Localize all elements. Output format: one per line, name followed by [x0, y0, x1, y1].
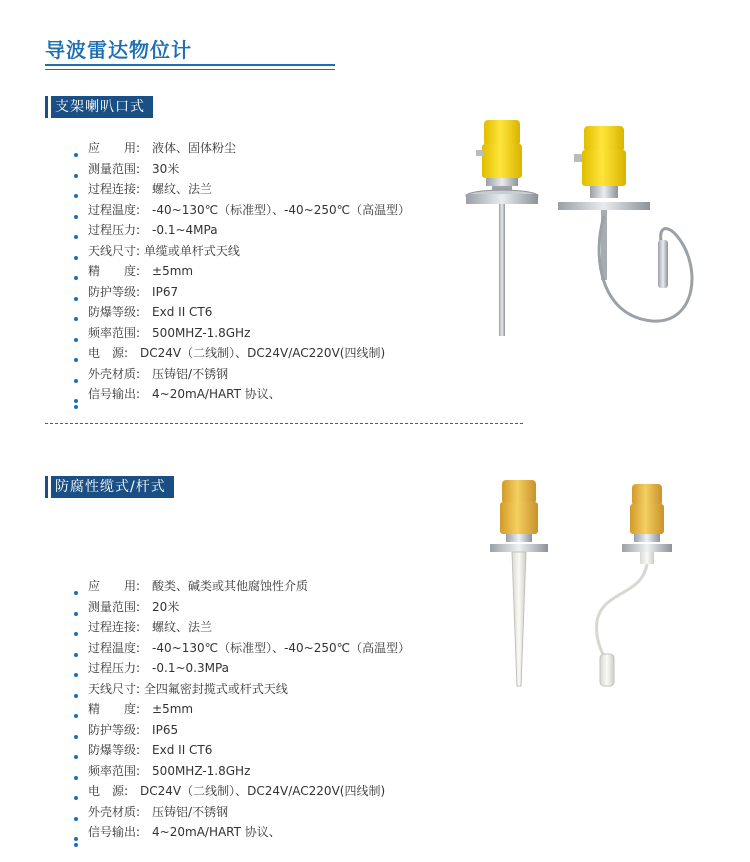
spec-list-2	[70, 576, 460, 843]
bullet-icon	[74, 194, 78, 198]
bullet-icon	[74, 399, 78, 403]
spec-row: 应 用: 酸类、碱类或其他腐蚀性介质	[70, 576, 460, 597]
title-underline	[45, 64, 335, 66]
spec-row: 防爆等级: Exd II CT6	[70, 302, 460, 323]
spec-row: 外壳材质: 压铸铝/不锈钢	[70, 364, 460, 385]
bullet-icon	[74, 755, 78, 759]
section-header-bar	[45, 96, 48, 118]
bullet-icon	[74, 235, 78, 239]
right-device-drawing	[558, 126, 692, 321]
bullet-icon	[74, 673, 78, 677]
section-header-bar	[45, 476, 48, 498]
spec-row: 防护等级: IP67	[70, 282, 460, 303]
bullet-icon	[74, 317, 78, 321]
bullet-icon	[74, 653, 78, 657]
section-title: 防腐性缆式/杆式	[51, 476, 174, 498]
spec-row: 测量范围: 20米	[70, 597, 460, 618]
bullet-icon	[74, 714, 78, 718]
title-underline-thin	[45, 69, 335, 70]
spec-row: 过程温度: -40~130℃（标准型）、-40~250℃（高温型）	[70, 638, 460, 659]
bullet-icon	[74, 174, 78, 178]
bullet-icon	[74, 338, 78, 342]
bullet-icon	[74, 817, 78, 821]
spec-row: 过程连接: 螺纹、法兰	[70, 179, 460, 200]
cable-device-drawing	[597, 484, 672, 686]
spec-row: 过程连接: 螺纹、法兰	[70, 617, 460, 638]
anticorrosion-radar-illustration	[482, 476, 682, 691]
spec-row: 过程压力: -0.1~4MPa	[70, 220, 460, 241]
spec-list-1	[70, 138, 460, 405]
page-title: 导波雷达物位计	[45, 38, 192, 62]
bullet-icon	[74, 358, 78, 362]
bullet-icon	[74, 256, 78, 260]
bullet-icon	[74, 405, 78, 409]
spec-row: 应 用: 液体、固体粉尘	[70, 138, 460, 159]
bullet-icon	[74, 735, 78, 739]
bullet-icon	[74, 297, 78, 301]
bullet-icon	[74, 215, 78, 219]
bullet-icon	[74, 591, 78, 595]
bullet-icon	[74, 276, 78, 280]
section-header-1	[45, 96, 153, 118]
spec-row: 测量范围: 30米	[70, 159, 460, 180]
bullet-icon	[74, 776, 78, 780]
bullet-icon	[74, 379, 78, 383]
bullet-icon	[74, 612, 78, 616]
rod-device-drawing	[490, 480, 548, 686]
horn-bracket-radar-illustration	[462, 116, 712, 356]
spec-row: 外壳材质: 压铸铝/不锈钢	[70, 802, 460, 823]
bullet-icon	[74, 843, 78, 847]
spec-row: 信号输出: 4~20mA/HART 协议、	[70, 822, 460, 843]
spec-row: 过程压力: -0.1~0.3MPa	[70, 658, 460, 679]
spec-row: 频率范围: 500MHZ-1.8GHz	[70, 761, 460, 782]
section-header-2	[45, 476, 174, 498]
spec-row: 精 度: ±5mm	[70, 699, 460, 720]
section-title: 支架喇叭口式	[51, 96, 153, 118]
spec-row: 频率范围: 500MHZ-1.8GHz	[70, 323, 460, 344]
spec-row: 信号输出: 4~20mA/HART 协议、	[70, 384, 460, 405]
bullet-icon	[74, 153, 78, 157]
spec-row: 精 度: ±5mm	[70, 261, 460, 282]
bullet-icon	[74, 796, 78, 800]
bullet-icon	[74, 632, 78, 636]
bullet-icon	[74, 694, 78, 698]
spec-row: 过程温度: -40~130℃（标准型）、-40~250℃（高温型）	[70, 200, 460, 221]
spec-row: 防爆等级: Exd II CT6	[70, 740, 460, 761]
spec-row: 天线尺寸: 全四氟密封揽式或杆式天线	[70, 679, 460, 700]
spec-row: 电 源: DC24V（二线制）、DC24V/AC220V(四线制)	[70, 781, 460, 802]
left-device-drawing	[466, 120, 538, 336]
section-divider	[45, 423, 523, 424]
spec-row: 电 源: DC24V（二线制）、DC24V/AC220V(四线制)	[70, 343, 460, 364]
spec-row: 天线尺寸: 单缆或单杆式天线	[70, 241, 460, 262]
spec-row: 防护等级: IP65	[70, 720, 460, 741]
bullet-icon	[74, 837, 78, 841]
